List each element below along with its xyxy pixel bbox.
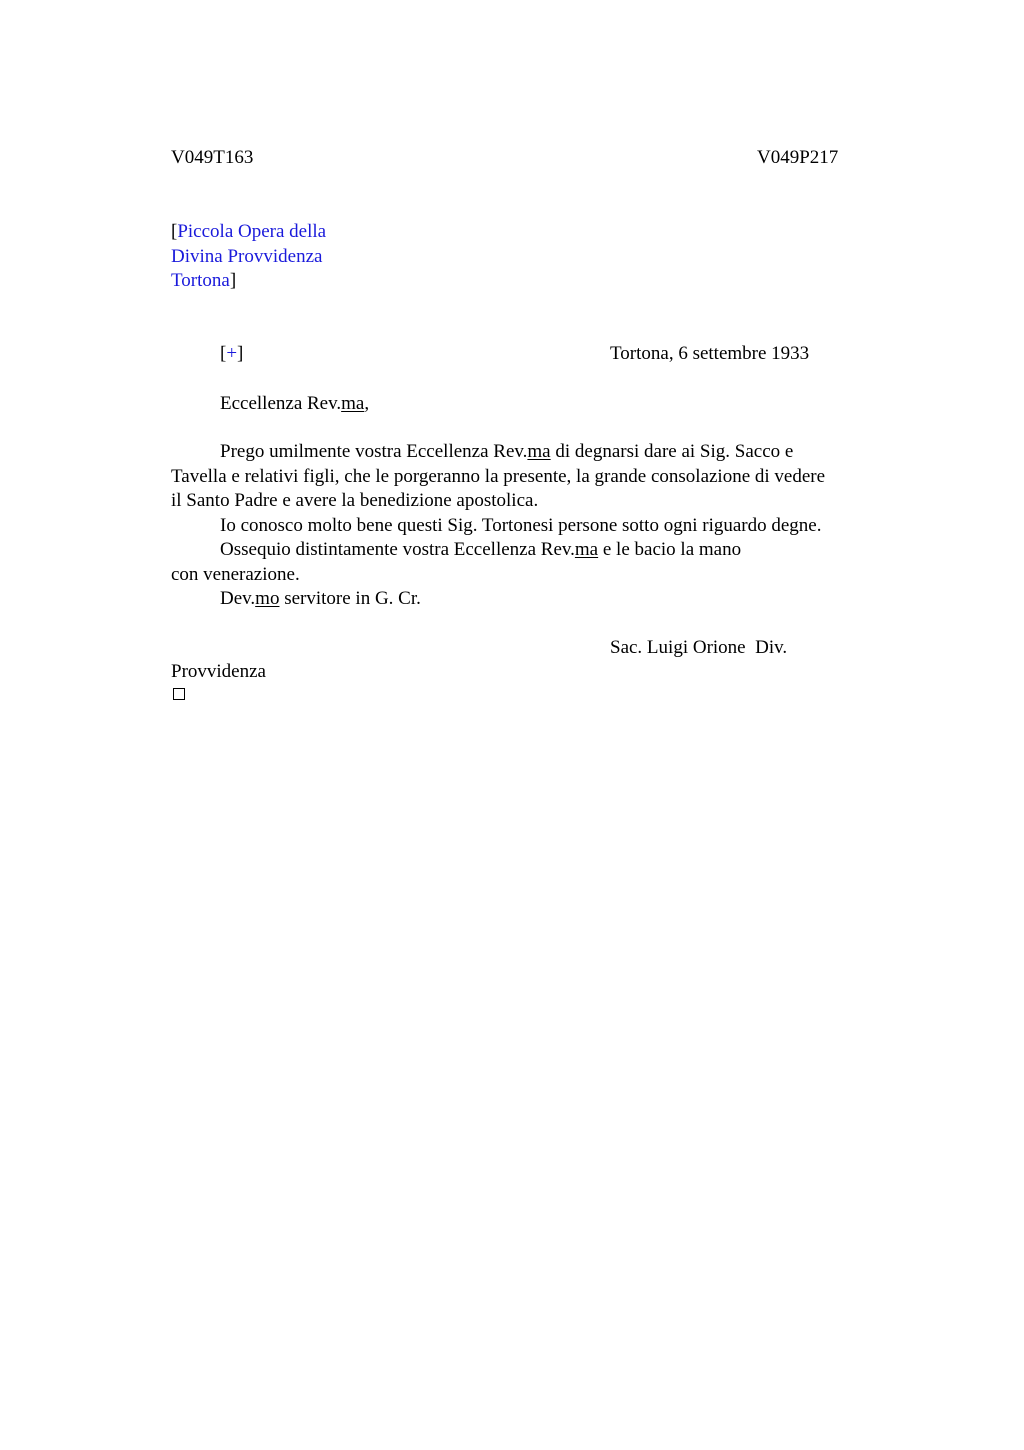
closing-abbr: mo	[255, 588, 280, 609]
body-text: Prego umilmente vostra Eccellenza Rev.	[220, 441, 528, 462]
cross-link[interactable]: +	[226, 343, 238, 364]
cross-bracket-open: [	[220, 343, 227, 364]
checkbox-square-icon	[173, 688, 185, 700]
body-text: di degnarsi dare ai Sig. Sacco e	[550, 441, 794, 462]
salutation	[220, 392, 369, 417]
letterhead-line-1	[171, 220, 326, 245]
signature-line-1: Sac. Luigi Orione Div.	[610, 637, 788, 658]
body-line-2: Tavella e relativi figli, che le porgeranno la presente, la grande consolazione di vedere	[171, 466, 826, 487]
closing-text: servitore in G. Cr.	[279, 588, 421, 609]
letterhead-link-1[interactable]: Piccola Opera della	[177, 221, 327, 242]
bracket-close: ]	[229, 270, 237, 291]
body-line-3: il Santo Padre e avere la benedizione apostolica.	[171, 490, 539, 511]
body-line-5	[220, 538, 741, 563]
body-text: e le bacio la mano	[598, 539, 742, 560]
salutation-text: Eccellenza Rev.	[220, 393, 342, 414]
closing-line	[220, 587, 421, 612]
letterhead-line-3	[171, 269, 236, 294]
body-line-1	[220, 440, 793, 465]
cross-bracket-close: ]	[237, 343, 244, 364]
bracket-open: [	[171, 221, 178, 242]
letterhead-link-3[interactable]: Tortona	[171, 270, 230, 291]
body-abbr: ma	[527, 441, 551, 462]
body-line-6: con venerazione.	[171, 564, 300, 585]
cross-mark	[220, 342, 243, 367]
salutation-punct: ,	[364, 393, 370, 414]
body-line-4: Io conosco molto bene questi Sig. Tortonesi persone sotto ogni riguardo degne.	[220, 515, 822, 536]
body-abbr: ma	[574, 539, 599, 560]
salutation-abbr: ma	[341, 393, 365, 414]
document-code-right: V049P217	[757, 147, 839, 168]
closing-text: Dev.	[220, 588, 256, 609]
body-text: Ossequio distintamente vostra Eccellenza Rev.	[220, 539, 575, 560]
letterhead-link-2[interactable]: Divina Provvidenza	[171, 246, 323, 267]
document-code-left: V049T163	[171, 147, 254, 168]
signature-line-2: Provvidenza	[171, 661, 266, 682]
letter-date: Tortona, 6 settembre 1933	[610, 343, 810, 364]
